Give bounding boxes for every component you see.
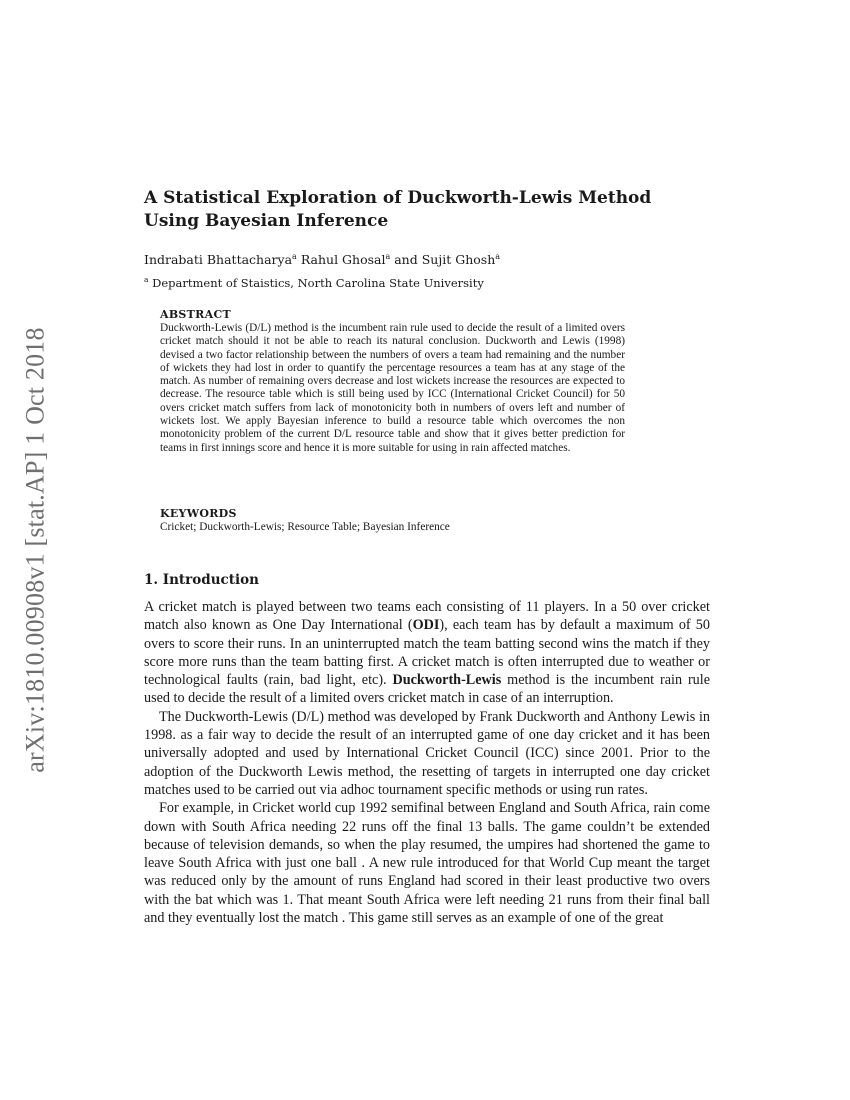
affiliation-mark: a — [292, 252, 297, 261]
paragraph — [144, 598, 710, 708]
abstract-text: Duckworth-Lewis (D/L) method is the incumbent rain rule used to decide the result of a limited overs cricket match should it not be able to reach its natural conclusion. Duckworth and Lewis (1998) devised a two factor relationship between the numbers of overs a team had remaining and the number of wickets they had lost in order to quantify the percentage resources a team has at any stage of the match. As number of remaining overs decrease and lost wickets increase the resources are expected to decrease. The resource table which is still being used by ICC (International Cricket Council) for 50 overs cricket match suffers from lack of monotonicity both in numbers of overs left and number of wickets lost. We apply Bayesian inference to build a resource table which overcomes the non monotonicity problem of the current D/L resource table and show that it gives better prediction for teams in first innings score and hence it is more suitable for using in rain affected matches. — [160, 322, 625, 454]
author-list — [144, 252, 704, 267]
arxiv-identifier-text: arXiv:1810.00908v1 [stat.AP] 1 Oct 2018 — [21, 327, 51, 773]
paragraph-text: A cricket match is played between two teams each consisting of 11 players. In a 50 over cricket match also known as One Day International ( — [144, 599, 710, 634]
affiliation-mark: a — [495, 252, 501, 261]
section-heading-introduction — [144, 572, 259, 588]
paragraph-text: method is the incumbent rain rule used to decide the result of a limited overs cricket match in case of an interruption. — [144, 672, 711, 707]
section-number: 1. — [144, 572, 159, 588]
abstract-heading: ABSTRACT — [160, 308, 231, 321]
author-connector: and — [394, 252, 418, 268]
odi-term: ODI — [412, 617, 440, 634]
paragraph-text: ), each team has by default a maximum of 50 overs to score their runs. In an uninterrupted match the team batting second wins the match if they score more runs than the team batting first. A cricket match is often interrupted due to weather or technological faults (rain, bad light, etc). — [144, 617, 710, 689]
keywords-heading: KEYWORDS — [160, 507, 237, 520]
affiliation-text: Department of Staistics, North Carolina State University — [152, 275, 484, 290]
affiliation — [144, 275, 704, 290]
affiliation-mark: a — [144, 275, 149, 284]
paragraph: For example, in Cricket world cup 1992 semifinal between England and South Africa, rain come down with South Africa needing 22 runs off the final 13 balls. The game couldn’t be extended because of television demands, so when the play resumed, the umpires had shortened the game to leave South Africa with just one ball . A new rule introduced for that World Cup meant the target was reduced only by the amount of runs England had scored in their least productive two overs with the bat which was 1. That meant South Africa were left needing 21 runs from their final ball and they eventually lost the match . This game still serves as an example of one of the great — [144, 800, 710, 927]
section-title: Introduction — [162, 572, 259, 588]
keywords-text: Cricket; Duckworth-Lewis; Resource Table; Bayesian Inference — [160, 521, 450, 533]
affiliation-mark: a — [385, 252, 391, 261]
abstract-block — [160, 308, 625, 455]
author-name: Sujit Ghosh — [421, 252, 496, 268]
author-name: Rahul Ghosal — [300, 252, 386, 268]
paragraph: The Duckworth-Lewis (D/L) method was developed by Frank Duckworth and Anthony Lewis in 1998. as a fair way to decide the result of an interrupted game of one day cricket and it has been universally adopted and used by International Cricket Council (ICC) since 2001. Prior to the adoption of the Duckworth Lewis method, the resetting of targets in interrupted one day cricket matches used to be carried out via adhoc tournament specific methods or using run rates. — [144, 708, 710, 798]
author-name: Indrabati Bhattacharya — [144, 252, 293, 268]
body-text — [144, 598, 710, 927]
arxiv-identifier — [16, 270, 56, 830]
paper-title: A Statistical Exploration of Duckworth-Lewis Method Using Bayesian Inference — [144, 188, 652, 231]
duckworth-lewis-term: Duckworth-Lewis — [392, 672, 502, 689]
keywords-block — [160, 507, 625, 534]
